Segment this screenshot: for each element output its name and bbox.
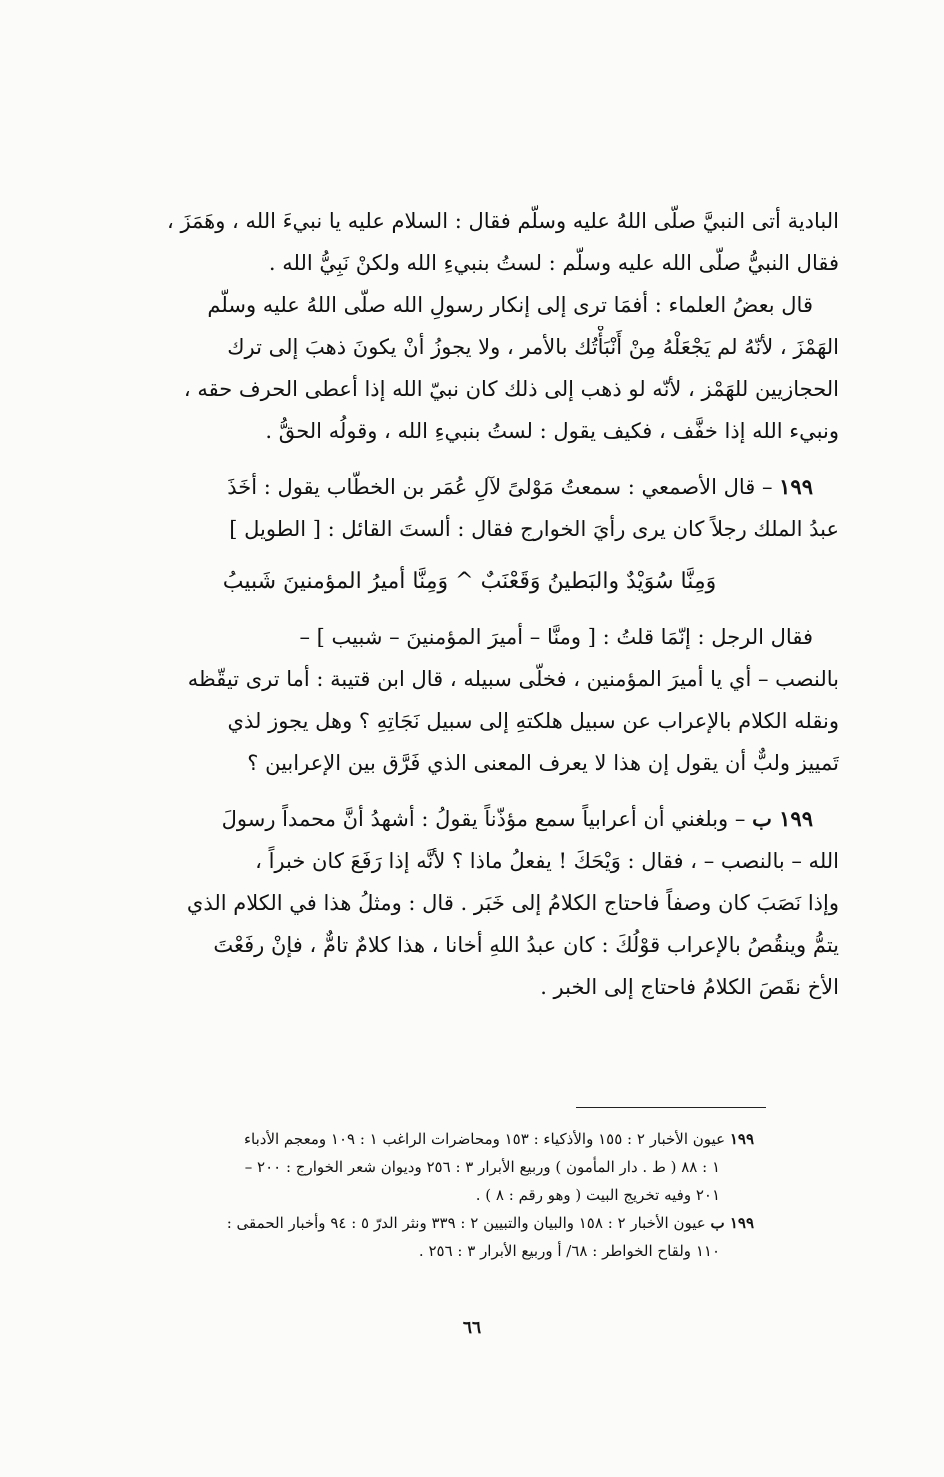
- page-number: ٦٦: [462, 1318, 482, 1338]
- text-line: قال بعضُ العلماء : أفمَا ترى إلى إنكار رسولِ الله صلّى اللهُ عليه وسلّم: [207, 293, 813, 317]
- entry-number: ١٩٩: [779, 474, 813, 499]
- text-line: [100, 798, 839, 840]
- footnote-divider: [576, 1107, 766, 1108]
- paragraph-continuation: [100, 200, 839, 284]
- text-line: الله – بالنصب – ، فقال : وَيْحَكَ ! يفعلُ ماذا ؟ لأنَّه إذا رَفَعَ كان خبراً ،: [255, 849, 839, 873]
- footnote-label: ١٩٩ ب: [710, 1214, 754, 1232]
- text-line: بالنصب – أي يا أميرَ المؤمنين ، فخلّى سبيله ، قال ابن قتيبة : أما ترى تيقّظه: [187, 667, 839, 691]
- footnote-line: ١ : ٨٨ ( ط . دار المأمون ) وربيع الأبرار ٣ : ٢٥٦ وديوان شعر الخوارج : ٢٠٠ –: [244, 1158, 720, 1176]
- footnote-text: عيون الأخبار ٢ : ١٥٨ والبيان والتبيين ٢ : ٣٣٩ ونثر الدرّ ٥ : ٩٤ وأخبار الحمقى :: [226, 1214, 706, 1232]
- main-text: [100, 200, 839, 1008]
- text-line: [100, 466, 839, 508]
- entry-number: ١٩٩ ب: [752, 806, 813, 831]
- footnote-199: [110, 1125, 754, 1209]
- footnotes: [110, 1125, 754, 1265]
- paragraph-scholar-comment: [100, 284, 839, 452]
- footnote-line: [110, 1125, 754, 1153]
- text-line: الأخ نقَصَ الكلامُ فاحتاج إلى الخبر .: [540, 975, 839, 999]
- text-line: وإذا نَصَبَ كان وصفاً فاحتاج الكلامُ إلى خَبَر . قال : ومثلُ هذا في الكلام الذي: [186, 891, 839, 915]
- footnote-label: ١٩٩: [729, 1130, 754, 1148]
- entry-199: [100, 466, 839, 784]
- text-line: الحجازيين للهَمْز ، لأنّه لو ذهب إلى ذلك كان نبيّ الله إذا أعطى الحرف حقه ،: [183, 377, 839, 401]
- entry-text: – وبلغني أن أعرابياً سمع مؤذّناً يقولُ : أشهدُ أنَّ محمداً رسولَ: [221, 807, 746, 831]
- entry-199b: [100, 798, 839, 1008]
- footnote-text: عيون الأخبار ٢ : ١٥٥ والأذكياء : ١٥٣ ومحاضرات الراغب ١ : ١٠٩ ومعجم الأدباء: [243, 1130, 726, 1148]
- text-line: فقال الرجل : إنّمَا قلتُ : [ ومنَّا – أميرَ المؤمنينَ – شبيب ] –: [299, 625, 813, 649]
- text-line: فقال النبيُّ صلّى الله عليه وسلّم : لستُ بنبيءِ الله ولكنْ نَبِيُّ الله .: [268, 251, 839, 275]
- text-line: ونبيء الله إذا خفَّف ، فكيف يقول : لستُ بنبيءِ الله ، وقولُه الحقُّ .: [265, 419, 839, 443]
- entry-text: – قال الأصمعي : سمعتُ مَوْلىً لآلِ عُمَر بن الخطّاب يقول : أخَذَ: [227, 475, 773, 499]
- footnote-199b: [110, 1209, 754, 1265]
- footnote-line: ١١٠ ولقاح الخواطر : ٦٨/ أ وربيع الأبرار ٣ : ٢٥٦ .: [418, 1242, 720, 1260]
- text-line: البادية أتى النبيَّ صلّى اللهُ عليه وسلّم فقال : السلام عليه يا نبيءَ الله ، وهَمَزَ ،: [166, 209, 839, 233]
- text-line: ونقله الكلام بالإعراب عن سبيل هلكتهِ إلى سبيل نَجَاتِهِ ؟ وهل يجوز لذي: [227, 709, 839, 733]
- text-line: يتمُّ وينقُصُ بالإعراب قوْلُكَ : كان عبدُ اللهِ أخانا ، هذا كلامٌ تامٌّ ، فإنْ رفَعْتَ: [213, 933, 839, 957]
- poetry-verse: وَمِنَّا سُوَيْدٌ والبَطينُ وَقَعْنَبٌ ^ وَمِنَّا أميرُ المؤمنينَ شَبيبُ: [222, 569, 717, 594]
- text-line: تَمييز ولبٌّ أن يقول إن هذا لا يعرف المعنى الذي فَرَّق بين الإعرابين ؟: [247, 751, 839, 775]
- text-line: الهَمْزَ ، لأنّهُ لم يَجْعَلْهُ مِنْ أَنْبَأْتُك بالأمر ، ولا يجوزُ أنْ يكونَ ذهبَ إلى ترك: [227, 335, 839, 359]
- text-line: عبدُ الملك رجلاً كان يرى رأيَ الخوارج فقال : ألستَ القائل : [ الطويل ]: [229, 517, 839, 541]
- footnote-line: ٢٠١ وفيه تخريج البيت ( وهو رقم : ٨ ) .: [475, 1186, 720, 1204]
- footnote-line: [110, 1209, 754, 1237]
